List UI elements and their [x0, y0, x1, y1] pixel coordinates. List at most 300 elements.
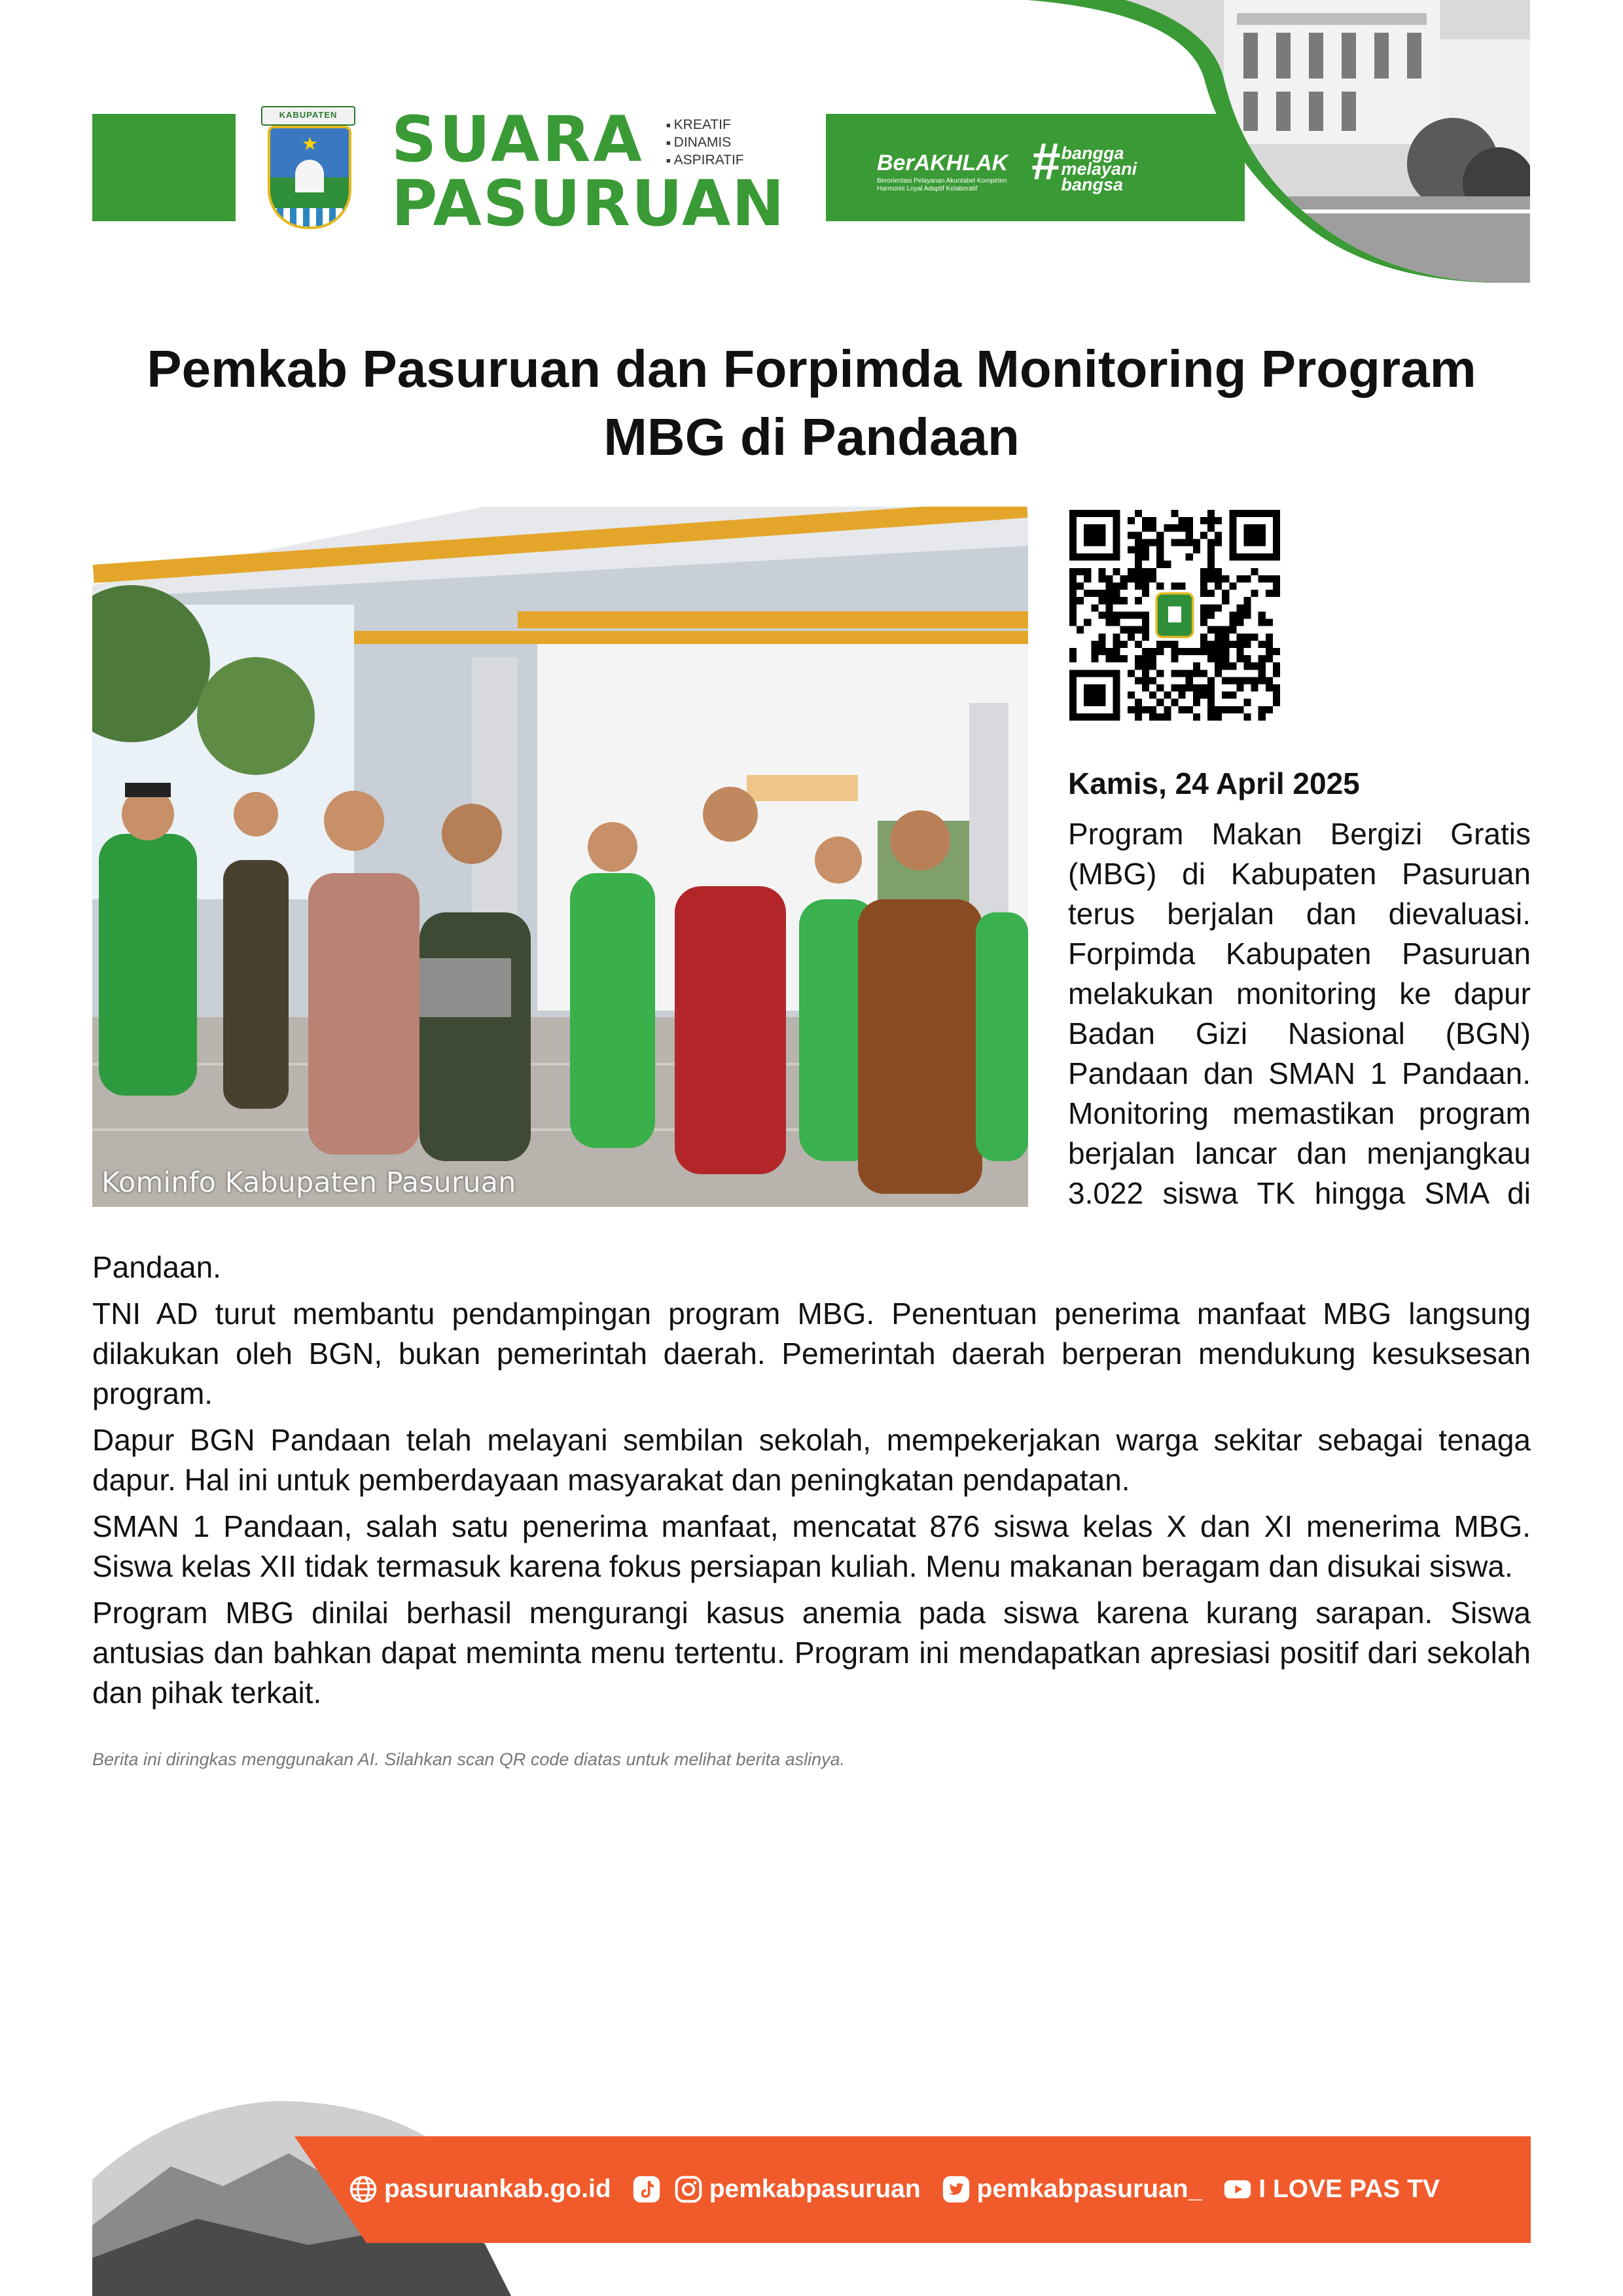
qr-module	[1142, 648, 1149, 655]
qr-module	[1069, 619, 1077, 626]
qr-module	[1120, 597, 1128, 604]
qr-module	[1077, 583, 1084, 590]
qr-module	[1207, 604, 1215, 611]
paragraph-1: Program Makan Bergizi Gratis (MBG) di Kabupaten Pasuruan terus berjalan dan dievaluasi. Forpimda Kabupaten Pasuruan melakukan monitoring ke dapur Badan Gizi Nasional (BGN) Pandaan dan SMAN 1 Pandaan. Monitoring memastikan program berjalan lancar dan menjangkau 3.022 siswa TK hingga SMA di	[1068, 817, 1531, 1210]
qr-module	[1193, 684, 1200, 691]
qr-module	[1142, 575, 1149, 583]
qr-module	[1243, 611, 1251, 619]
footer-social[interactable]	[632, 2175, 921, 2204]
qr-module	[1135, 713, 1142, 721]
qr-module	[1207, 677, 1215, 684]
qr-module	[1135, 677, 1142, 684]
qr-module	[1229, 677, 1236, 684]
qr-module	[1135, 706, 1142, 713]
qr-module	[1215, 655, 1222, 662]
qr-module	[1128, 634, 1135, 641]
qr-module	[1142, 517, 1149, 524]
social-handle: pemkabpasuruan	[709, 2175, 921, 2203]
qr-module	[1149, 517, 1156, 524]
qr-module	[1258, 641, 1266, 648]
qr-module	[1193, 699, 1200, 706]
qr-module	[1149, 706, 1156, 713]
qr-module	[1135, 626, 1142, 634]
qr-module	[1149, 568, 1156, 575]
qr-module	[1266, 590, 1273, 597]
qr-module	[1258, 706, 1266, 713]
footer-links	[349, 2170, 1461, 2208]
qr-module	[1156, 583, 1164, 590]
qr-module	[1229, 692, 1236, 699]
qr-module	[1098, 648, 1105, 655]
qr-module	[1164, 524, 1171, 531]
qr-module	[1229, 611, 1236, 619]
qr-module	[1273, 648, 1280, 655]
qr-module	[1236, 575, 1243, 583]
qr-module	[1069, 648, 1077, 655]
qr-module	[1186, 706, 1193, 713]
qr-module	[1207, 611, 1215, 619]
qr-module	[1186, 648, 1193, 655]
qr-module	[1149, 662, 1156, 670]
qr-module	[1077, 568, 1084, 575]
qr-module	[1128, 626, 1135, 634]
qr-module	[1215, 517, 1222, 524]
qr-module	[1171, 641, 1178, 648]
qr-module	[1193, 692, 1200, 699]
qr-module	[1222, 590, 1229, 597]
qr-module	[1200, 604, 1207, 611]
qr-module	[1207, 524, 1215, 531]
qr-module	[1128, 692, 1135, 699]
qr-module	[1156, 554, 1164, 561]
qr-module	[1200, 634, 1207, 641]
instagram-icon	[674, 2175, 703, 2204]
qr-module	[1215, 626, 1222, 634]
qr-module	[1113, 619, 1120, 626]
qr-module	[1091, 648, 1098, 655]
qr-module	[1077, 626, 1084, 634]
qr-module	[1258, 677, 1266, 684]
qr-module	[1142, 590, 1149, 597]
qr-module	[1091, 604, 1098, 611]
qr-module	[1186, 531, 1193, 539]
qr-module	[1266, 655, 1273, 662]
qr-module	[1258, 575, 1266, 583]
qr-module	[1193, 662, 1200, 670]
qr-module	[1258, 611, 1266, 619]
qr-module	[1149, 539, 1156, 546]
star-icon: ★	[302, 134, 319, 154]
qr-module	[1273, 583, 1280, 590]
qr-module	[1135, 561, 1142, 568]
brand-line-1: SUARA	[391, 103, 645, 176]
qr-module	[1193, 539, 1200, 546]
qr-module	[1106, 655, 1113, 662]
qr-module	[1142, 670, 1149, 677]
tiktok-icon	[632, 2175, 661, 2204]
qr-module	[1113, 597, 1120, 604]
qr-module	[1113, 648, 1120, 655]
qr-module	[1135, 699, 1142, 706]
qr-module	[1207, 590, 1215, 597]
footer-youtube[interactable]	[1223, 2175, 1440, 2204]
qr-module	[1273, 670, 1280, 677]
qr-module	[1171, 583, 1178, 590]
qr-module	[1222, 575, 1229, 583]
twitter-icon	[942, 2175, 971, 2204]
qr-module	[1273, 684, 1280, 691]
qr-module	[1156, 684, 1164, 691]
qr-module	[1200, 619, 1207, 626]
qr-module	[1179, 539, 1186, 546]
qr-module	[1215, 713, 1222, 721]
qr-module	[1084, 568, 1091, 575]
qr-module	[1273, 692, 1280, 699]
paragraph-2: TNI AD turut membantu pendampingan program MBG. Penentuan penerima manfaat MBG langsung dilakukan oleh BGN, bukan pemerintah daerah. Pemerintah daerah berperan mendukung kesuksesan program.	[92, 1297, 1531, 1410]
qr-module	[1113, 655, 1120, 662]
qr-module	[1069, 575, 1077, 583]
hashtag-icon: #	[1031, 132, 1060, 190]
qr-module	[1266, 706, 1273, 713]
bangga-melayani-logo	[1031, 132, 1137, 194]
qr-module	[1215, 706, 1222, 713]
qr-module	[1258, 655, 1266, 662]
qr-module	[1179, 517, 1186, 524]
qr-module	[1142, 583, 1149, 590]
bangga-word: bangsa	[1061, 175, 1124, 194]
bangga-word: melayani	[1061, 159, 1137, 179]
qr-module	[1179, 684, 1186, 691]
qr-module	[1222, 634, 1229, 641]
qr-module	[1266, 575, 1273, 583]
qr-module	[1258, 662, 1266, 670]
qr-module	[1251, 662, 1258, 670]
qr-module	[1106, 590, 1113, 597]
qr-module	[1156, 547, 1164, 554]
qr-module	[1128, 575, 1135, 583]
qr-module	[1215, 575, 1222, 583]
qr-module	[1200, 568, 1207, 575]
qr-module	[1236, 706, 1243, 713]
qr-module	[1215, 583, 1222, 590]
qr-module	[1236, 604, 1243, 611]
qr-module	[1200, 641, 1207, 648]
qr-module	[1128, 706, 1135, 713]
qr-module	[1193, 547, 1200, 554]
qr-module	[1128, 670, 1135, 677]
header-green-bar-left	[92, 114, 236, 221]
qr-module	[1186, 670, 1193, 677]
qr-module	[1243, 662, 1251, 670]
berakhlak-logo	[877, 151, 1027, 193]
qr-module	[1164, 713, 1171, 721]
qr-module	[1135, 597, 1142, 604]
qr-module	[1156, 699, 1164, 706]
qr-module	[1215, 670, 1222, 677]
qr-module	[1200, 517, 1207, 524]
qr-module	[1243, 641, 1251, 648]
qr-module	[1156, 648, 1164, 655]
qr-module	[1243, 677, 1251, 684]
qr-module	[1106, 611, 1113, 619]
qr-module	[1113, 641, 1120, 648]
qr-module	[1069, 568, 1077, 575]
qr-module	[1251, 634, 1258, 641]
qr-module	[1091, 655, 1098, 662]
article-photo	[92, 507, 1028, 1207]
qr-module	[1120, 641, 1128, 648]
qr-module	[1222, 597, 1229, 604]
qr-module	[1142, 554, 1149, 561]
qr-module	[1142, 684, 1149, 691]
qr-module	[1171, 699, 1178, 706]
paragraph-4: SMAN 1 Pandaan, salah satu penerima manfaat, mencatat 876 siswa kelas X dan XI menerima MBG. Siswa kelas XII tidak termasuk karena fokus persiapan kuliah. Menu makanan beragam dan disukai siswa.	[92, 1509, 1531, 1583]
qr-module	[1113, 634, 1120, 641]
qr-module	[1251, 684, 1258, 691]
qr-module	[1171, 539, 1178, 546]
qr-module	[1135, 583, 1142, 590]
qr-module	[1113, 590, 1120, 597]
qr-module	[1171, 655, 1178, 662]
qr-module	[1164, 706, 1171, 713]
tagline-item: ■ DINAMIS	[666, 134, 744, 152]
qr-module	[1164, 692, 1171, 699]
article-date: Kamis, 24 April 2025	[1068, 766, 1360, 800]
qr-module	[1084, 619, 1091, 626]
twitter-handle: pemkabpasuruan_	[976, 2175, 1203, 2203]
article-title: Pemkab Pasuruan dan Forpimda Monitoring Program MBG di Pandaan	[147, 340, 1476, 466]
qr-module	[1215, 641, 1222, 648]
qr-code[interactable]	[1069, 510, 1280, 721]
qr-module	[1142, 547, 1149, 554]
qr-module	[1273, 662, 1280, 670]
qr-module	[1273, 699, 1280, 706]
qr-module	[1149, 648, 1156, 655]
qr-module	[1069, 583, 1077, 590]
qr-module	[1142, 662, 1149, 670]
qr-module	[1186, 677, 1193, 684]
qr-module	[1207, 517, 1215, 524]
qr-module	[1142, 611, 1149, 619]
qr-module	[1171, 684, 1178, 691]
qr-module	[1098, 597, 1105, 604]
qr-module	[1266, 619, 1273, 626]
qr-module	[1135, 641, 1142, 648]
qr-module	[1258, 713, 1266, 721]
qr-module	[1142, 634, 1149, 641]
qr-module	[1186, 517, 1193, 524]
qr-module	[1207, 561, 1215, 568]
qr-module	[1222, 655, 1229, 662]
qr-module	[1273, 590, 1280, 597]
qr-module	[1215, 634, 1222, 641]
qr-module	[1069, 611, 1077, 619]
qr-module	[1258, 619, 1266, 626]
footer-website[interactable]	[349, 2175, 611, 2204]
qr-module	[1222, 692, 1229, 699]
qr-module	[1113, 568, 1120, 575]
qr-module	[1243, 575, 1251, 583]
qr-module	[1229, 706, 1236, 713]
website-label: pasuruankab.go.id	[384, 2175, 611, 2203]
qr-module	[1200, 531, 1207, 539]
qr-module	[1215, 568, 1222, 575]
qr-module	[1236, 634, 1243, 641]
ai-disclaimer: Berita ini diringkas menggunakan AI. Silahkan scan QR code diatas untuk melihat berita aslinya.	[92, 1749, 846, 1769]
qr-module	[1266, 634, 1273, 641]
qr-module	[1193, 713, 1200, 721]
qr-module	[1207, 575, 1215, 583]
qr-module	[1098, 568, 1105, 575]
qr-module	[1215, 662, 1222, 670]
qr-module	[1236, 648, 1243, 655]
qr-module	[1193, 648, 1200, 655]
qr-module	[1171, 648, 1178, 655]
qr-module	[1135, 554, 1142, 561]
qr-module	[1207, 568, 1215, 575]
qr-module	[1106, 575, 1113, 583]
qr-module	[1113, 583, 1120, 590]
qr-module	[1128, 547, 1135, 554]
qr-module	[1207, 539, 1215, 546]
qr-module	[1069, 604, 1077, 611]
qr-module	[1156, 539, 1164, 546]
qr-module	[1128, 611, 1135, 619]
qr-module	[1142, 568, 1149, 575]
qr-module	[1243, 699, 1251, 706]
qr-module	[1186, 524, 1193, 531]
qr-module	[1251, 677, 1258, 684]
qr-module	[1243, 634, 1251, 641]
qr-module	[1229, 619, 1236, 626]
qr-module	[1098, 611, 1105, 619]
qr-module	[1266, 648, 1273, 655]
qr-module	[1135, 568, 1142, 575]
qr-module	[1266, 677, 1273, 684]
article-body	[92, 1247, 1531, 1713]
berakhlak-subtitle: Berorientasi Pelayanan Akuntabel Kompeten Harmonis Loyal Adaptif Kolaboratif	[877, 177, 1007, 192]
qr-module	[1142, 524, 1149, 531]
qr-module	[1229, 626, 1236, 634]
crest-shield	[268, 126, 351, 229]
qr-module	[1200, 611, 1207, 619]
qr-module	[1215, 531, 1222, 539]
qr-module	[1149, 677, 1156, 684]
qr-module	[1156, 641, 1164, 648]
qr-module	[1113, 611, 1120, 619]
qr-module	[1222, 641, 1229, 648]
qr-module	[1215, 539, 1222, 546]
qr-module	[1222, 677, 1229, 684]
qr-module	[1128, 568, 1135, 575]
qr-module	[1106, 619, 1113, 626]
photo-caption: Kominfo Kabupaten Pasuruan	[101, 1166, 516, 1199]
qr-module	[1135, 611, 1142, 619]
qr-module	[1266, 641, 1273, 648]
qr-module	[1098, 641, 1105, 648]
qr-module	[1251, 568, 1258, 575]
qr-module	[1171, 670, 1178, 677]
qr-module	[1243, 604, 1251, 611]
qr-module	[1207, 510, 1215, 517]
qr-module	[1207, 648, 1215, 655]
mosque-icon	[295, 160, 324, 192]
qr-module	[1243, 597, 1251, 604]
qr-module	[1229, 583, 1236, 590]
qr-module	[1106, 648, 1113, 655]
qr-module	[1273, 575, 1280, 583]
qr-module	[1120, 655, 1128, 662]
qr-module	[1135, 575, 1142, 583]
qr-module	[1128, 517, 1135, 524]
qr-module	[1186, 539, 1193, 546]
qr-module	[1200, 684, 1207, 691]
photo-scene	[92, 507, 1028, 1207]
qr-module	[1069, 655, 1077, 662]
qr-module	[1156, 670, 1164, 677]
qr-module	[1135, 510, 1142, 517]
qr-module	[1156, 713, 1164, 721]
qr-module	[1164, 641, 1171, 648]
qr-module	[1120, 611, 1128, 619]
qr-module	[1207, 713, 1215, 721]
paragraph-3: Dapur BGN Pandaan telah melayani sembilan sekolah, mempekerjakan warga sekitar sebagai tenaga dapur. Hal ini untuk pemberdayaan masyarakat dan peningkatan pendapatan.	[92, 1423, 1531, 1497]
qr-module	[1207, 699, 1215, 706]
qr-module	[1236, 641, 1243, 648]
qr-module	[1236, 677, 1243, 684]
qr-module	[1164, 561, 1171, 568]
qr-module	[1106, 604, 1113, 611]
berakhlak-title: BerAKHLAK	[877, 151, 1008, 175]
brand-tagline	[666, 117, 744, 170]
qr-module	[1179, 670, 1186, 677]
qr-module	[1120, 575, 1128, 583]
qr-module	[1142, 626, 1149, 634]
qr-module	[1179, 648, 1186, 655]
qr-module	[1207, 706, 1215, 713]
qr-module	[1135, 539, 1142, 546]
qr-module	[1120, 626, 1128, 634]
qr-module	[1207, 684, 1215, 691]
qr-module	[1222, 626, 1229, 634]
qr-module	[1077, 597, 1084, 604]
qr-module	[1215, 648, 1222, 655]
qr-module	[1266, 684, 1273, 691]
qr-module	[1179, 583, 1186, 590]
qr-module	[1091, 590, 1098, 597]
qr-module	[1236, 619, 1243, 626]
qr-module	[1251, 590, 1258, 597]
qr-module	[1179, 524, 1186, 531]
qr-module	[1149, 692, 1156, 699]
qr-module	[1135, 662, 1142, 670]
qr-module	[1200, 590, 1207, 597]
qr-module	[1207, 626, 1215, 634]
paragraph-1-continued: Pandaan.	[92, 1250, 221, 1284]
qr-module	[1098, 634, 1105, 641]
qr-module	[1222, 662, 1229, 670]
tagline-item: ■ ASPIRATIF	[666, 152, 744, 170]
qr-module	[1222, 648, 1229, 655]
crest-ribbon: KABUPATEN	[261, 106, 355, 126]
qr-module	[1207, 547, 1215, 554]
qr-module	[1135, 655, 1142, 662]
qr-module	[1106, 597, 1113, 604]
youtube-channel: I LOVE PAS TV	[1258, 2175, 1440, 2203]
qr-module	[1193, 670, 1200, 677]
paragraph-5: Program MBG dinilai berhasil mengurangi kasus anemia pada siswa karena kurang sarapan. Siswa antusias dan bahkan dapat meminta menu tertentu. Program ini mendapatkan apresiasi positif dari sekolah dan pihak terkait.	[92, 1596, 1531, 1710]
footer-twitter[interactable]	[942, 2175, 1203, 2204]
